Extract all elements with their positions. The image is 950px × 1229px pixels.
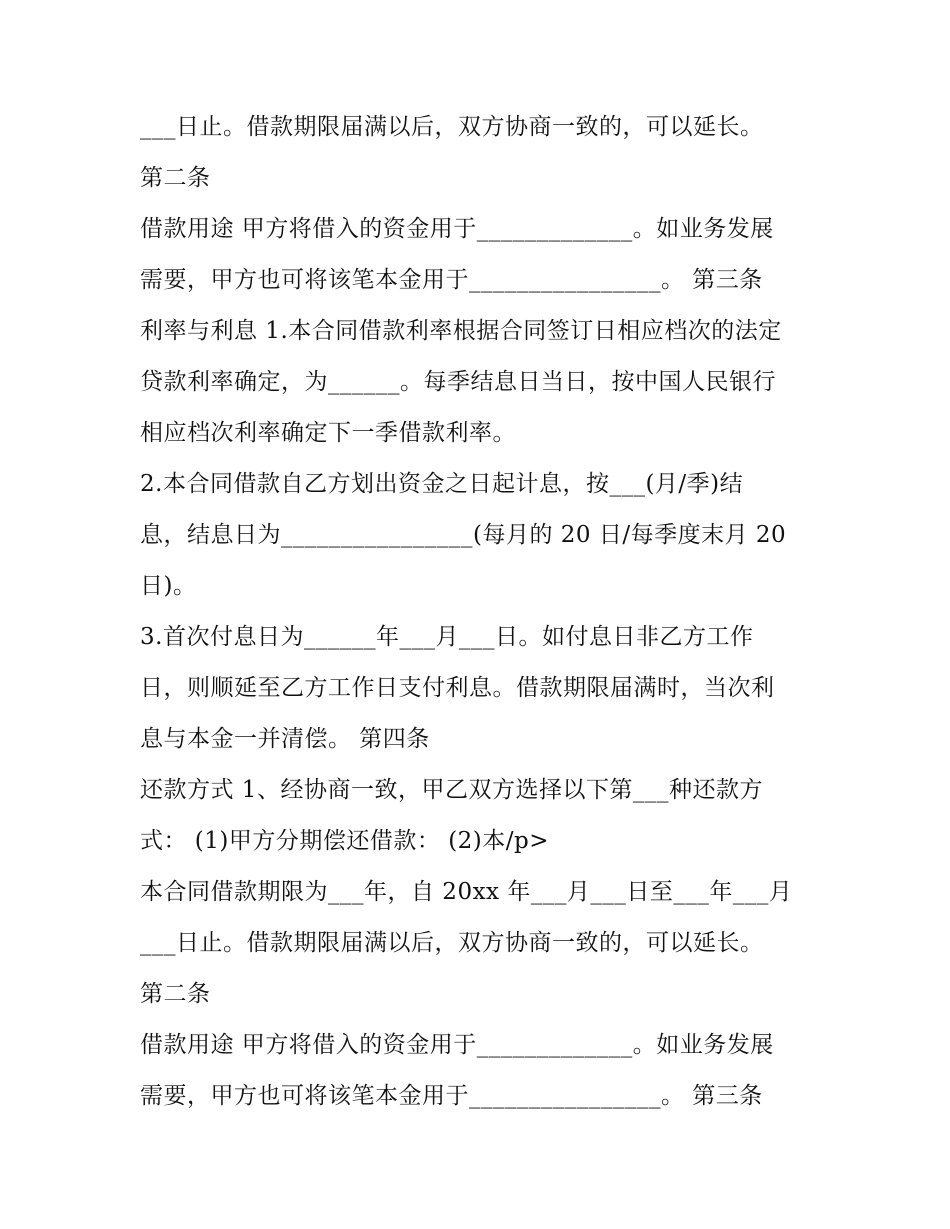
section-heading-article-2: 第二条: [140, 165, 211, 191]
text-line: ___日止。借款期限届满以后，双方协商一致的，可以延长。: [140, 114, 764, 140]
text-line: 借款用途 甲方将借入的资金用于_____________。如业务发展: [140, 216, 774, 242]
text-line: 贷款利率确定，为______。每季结息日当日，按中国人民银行: [140, 369, 776, 395]
text-line: 息与本金一并清偿。 第四条: [140, 726, 430, 752]
text-line: 2.本合同借款自乙方划出资金之日起计息，按___(月/季)结: [140, 471, 744, 497]
text-line: 需要，甲方也可将该笔本金用于________________。 第三条: [140, 267, 763, 293]
text-line: 日，则顺延至乙方工作日支付利息。借款期限届满时，当次利: [140, 675, 775, 701]
text-line: 相应档次利率确定下一季借款利率。: [140, 420, 516, 446]
text-line: ___日止。借款期限届满以后，双方协商一致的，可以延长。: [140, 930, 764, 956]
text-line: 息，结息日为________________(每月的 20 日/每季度末月 20: [140, 522, 787, 548]
text-line: 借款用途 甲方将借入的资金用于_____________。如业务发展: [140, 1032, 774, 1058]
text-line: 需要，甲方也可将该笔本金用于________________。 第三条: [140, 1083, 763, 1109]
text-line: 式： (1)甲方分期偿还借款： (2)本/p>: [140, 828, 550, 854]
text-line: 还款方式 1、经协商一致，甲乙双方选择以下第___种还款方: [140, 777, 763, 803]
text-line: 利率与利息 1.本合同借款利率根据合同签订日相应档次的法定: [140, 318, 782, 344]
contract-text: [140, 102, 820, 1122]
text-line: 本合同借款期限为___年，自 20xx 年___月___日至___年___月: [140, 879, 793, 905]
section-heading-article-2: 第二条: [140, 981, 211, 1007]
text-line: 3.首次付息日为______年___月___日。如付息日非乙方工作: [140, 624, 754, 650]
text-line: 日)。: [140, 573, 197, 599]
